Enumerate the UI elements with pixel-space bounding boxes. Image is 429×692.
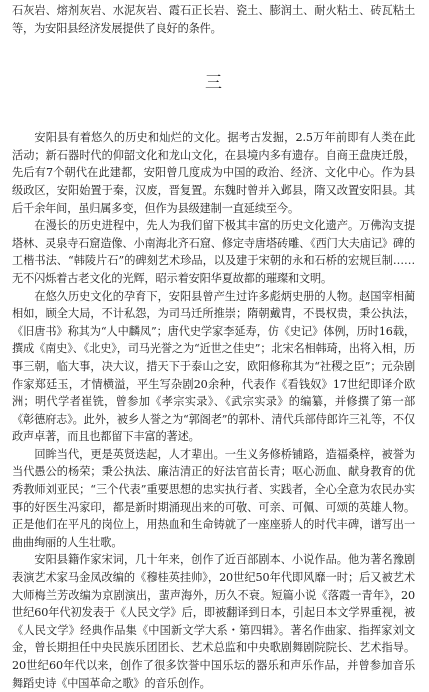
- body-paragraph-historical-figures: 在悠久历史文化的孕育下，安阳县曾产生过许多彪炳史册的人物。赵国宰相蔺相如，顾全大局，不计私怨，为司马迁所推崇；隋朝戴胄，不畏权贵，秉公执法，《旧唐书》称其为“人中麟凤”；唐代史学家李延寿，仿《史记》体例，历时16载，撰成《南史》、《北史》，司马光誉之为“近世之佳史”；北宋名相韩琦，出将入相，历事三朝，临大事，决大议，措天下于泰山之安，欧阳修称其为“社稷之臣”；元杂剧作家郑廷玉，才情横溢，平生写杂剧20余种，代表作《看钱奴》17世纪即译介欧洲；明代学者崔铣，曾参加《孝宗实录》、《武宗实录》的编纂，并修撰了第一部《彰德府志》。此外，被乡人誉之为“郭阁老”的郭朴、清代兵部侍郎许三礼等，不仅政声卓著，而且也都留下丰富的著述。: [12, 289, 415, 444]
- section-heading: 三: [205, 73, 222, 94]
- intro-paragraph: 石灰岩、熔剂灰岩、水泥灰岩、霞石正长岩、瓷土、膨润土、耐火粘土、砖瓦粘土等，为安阳县经济发展提供了良好的条件。: [12, 4, 415, 35]
- body-paragraph-history: 安阳县有着悠久的历史和灿烂的文化。据考古发掘，2.5万年前即有人类在此活动；新石器时代的仰韶文化和龙山文化，在县境内多有遗存。自商王盘庚迁殷，先后有7个朝代在此建都，安阳曾几度成为中国的政治、经济、文化中心。作为县级政区，安阳始置于秦，汉废，晋复置。东魏时曾并入邺县，隋又改置安阳县。其后千余年间，虽归属多变，但作为县级建制一直延续至今。: [12, 131, 415, 215]
- body-paragraph-artists: 安阳县籍作家宋词，几十年来，创作了近百部剧本、小说作品。他为著名豫剧表演艺术家马金凤改编的《穆桂英挂帅》，20世纪50年代即风靡一时；后又被艺术大师梅兰芳改编为京剧演出，蜚声海外，历久不衰。短篇小说《落霞一青年》，20世纪60年代初发表于《人民文学》后，即被翻译到日本，引起日本文学界重视，被《人民文学》经典作品集《中国新文学大系・第四辑》。著名作曲家、指挥家刘文金，曾长期担任中央民族乐团团长、艺术总监和中央歌剧舞剧院院长、艺术指导。20世纪60年代以来，创作了很多饮誉中国乐坛的器乐和声乐作品，并曾参加音乐舞蹈史诗《中国革命之歌》的音乐创作。: [12, 553, 415, 690]
- body-paragraph-contemporary-figures: 回眸当代，更是英贤迭起，人才辈出。一生义务修桥铺路，造福桑梓，被誉为当代愚公的杨荣；秉公执法、廉洁清正的好法官苗长青；呕心沥血、献身教育的优秀教师刘亚民；“三个代表”重要思想的忠实执行者、实践者，全心全意为农民办实事的好医生冯家印，都是新时期涌现出来的可敬、可亲、可佩、可颂的英雄人物。正是他们在平凡的岗位上，用热血和生命铸就了一座座骄人的时代丰碑，谱写出一曲曲绚丽的人生壮歌。: [12, 447, 415, 549]
- body-paragraph-heritage: 在漫长的历史进程中，先人为我们留下极其丰富的历史文化遗产。万佛沟支提塔林、灵泉寺石窟造像、小南海北齐石窟、修定寺唐塔砖雕、《西门大夫庙记》碑的工楷书法、“韩陵片石”的碑刻艺术珍品，以及建于宋朝的永和石桥的宏规巨制……无不闪烁着古老文化的光辉，昭示着安阳华夏故都的璀璨和文明。: [12, 219, 415, 285]
